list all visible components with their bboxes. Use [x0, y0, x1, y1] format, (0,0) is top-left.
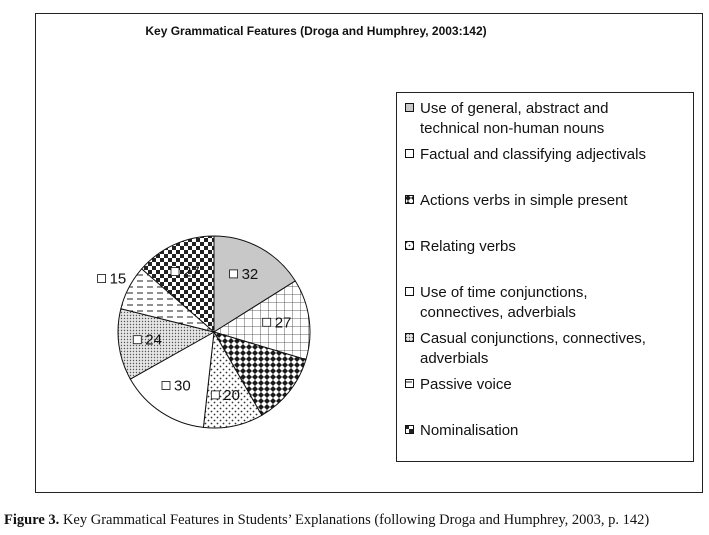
legend-swatch-3: [405, 195, 414, 204]
svg-text:27: 27: [274, 314, 292, 332]
legend-swatch-6: [405, 333, 414, 342]
legend-label-line: Factual and classifying adjectivals: [420, 146, 646, 163]
legend-swatch-1: [405, 103, 414, 112]
legend-swatch-8: [405, 425, 414, 434]
figure-caption: [4, 512, 709, 529]
svg-text:15: 15: [109, 270, 127, 288]
legend-label-2: [420, 145, 690, 165]
legend-label-line: Use of general, abstract and: [420, 100, 609, 117]
legend-label-line: Actions verbs in simple present: [420, 192, 628, 209]
legend-label-3: [420, 191, 690, 211]
legend-label-line: Use of time conjunctions,: [420, 284, 588, 301]
pie-chart: [36, 14, 396, 492]
chart-title: Key Grammatical Features (Droga and Humphrey, 2003:142): [145, 24, 487, 38]
legend-label-line: adverbials: [420, 350, 489, 367]
data-label-7: [98, 271, 127, 288]
legend-swatch-2: [405, 149, 414, 158]
svg-text:20: 20: [223, 386, 240, 404]
legend-swatch-7: [405, 379, 414, 388]
figure-caption-text: Key Grammatical Features in Students’ Explanations (following Droga and Humphrey, 2003, p. 142): [62, 512, 650, 528]
legend-label-line: Passive voice: [420, 376, 512, 393]
legend-swatch-5: [405, 287, 414, 296]
legend-label-line: Nominalisation: [420, 422, 519, 439]
legend-label-8: [420, 421, 690, 441]
svg-text:24: 24: [145, 331, 162, 349]
legend-label-line: technical non-human nouns: [420, 120, 605, 137]
legend-label-line: connectives, adverbials: [420, 304, 576, 321]
legend: [396, 92, 694, 462]
legend-label-4: [420, 237, 690, 257]
legend-label-6: [420, 329, 690, 369]
legend-label-line: Relating verbs: [420, 238, 516, 255]
figure-label: Figure 3.: [4, 512, 60, 528]
legend-label-7: [420, 375, 690, 395]
svg-text:27: 27: [183, 263, 200, 281]
svg-text:30: 30: [174, 377, 191, 395]
legend-label-1: [420, 99, 690, 139]
legend-label-line: Casual conjunctions, connectives,: [420, 330, 646, 347]
svg-text:32: 32: [241, 265, 259, 283]
legend-label-5: [420, 283, 690, 323]
chart-frame: [35, 13, 703, 493]
legend-swatch-4: [405, 241, 414, 250]
